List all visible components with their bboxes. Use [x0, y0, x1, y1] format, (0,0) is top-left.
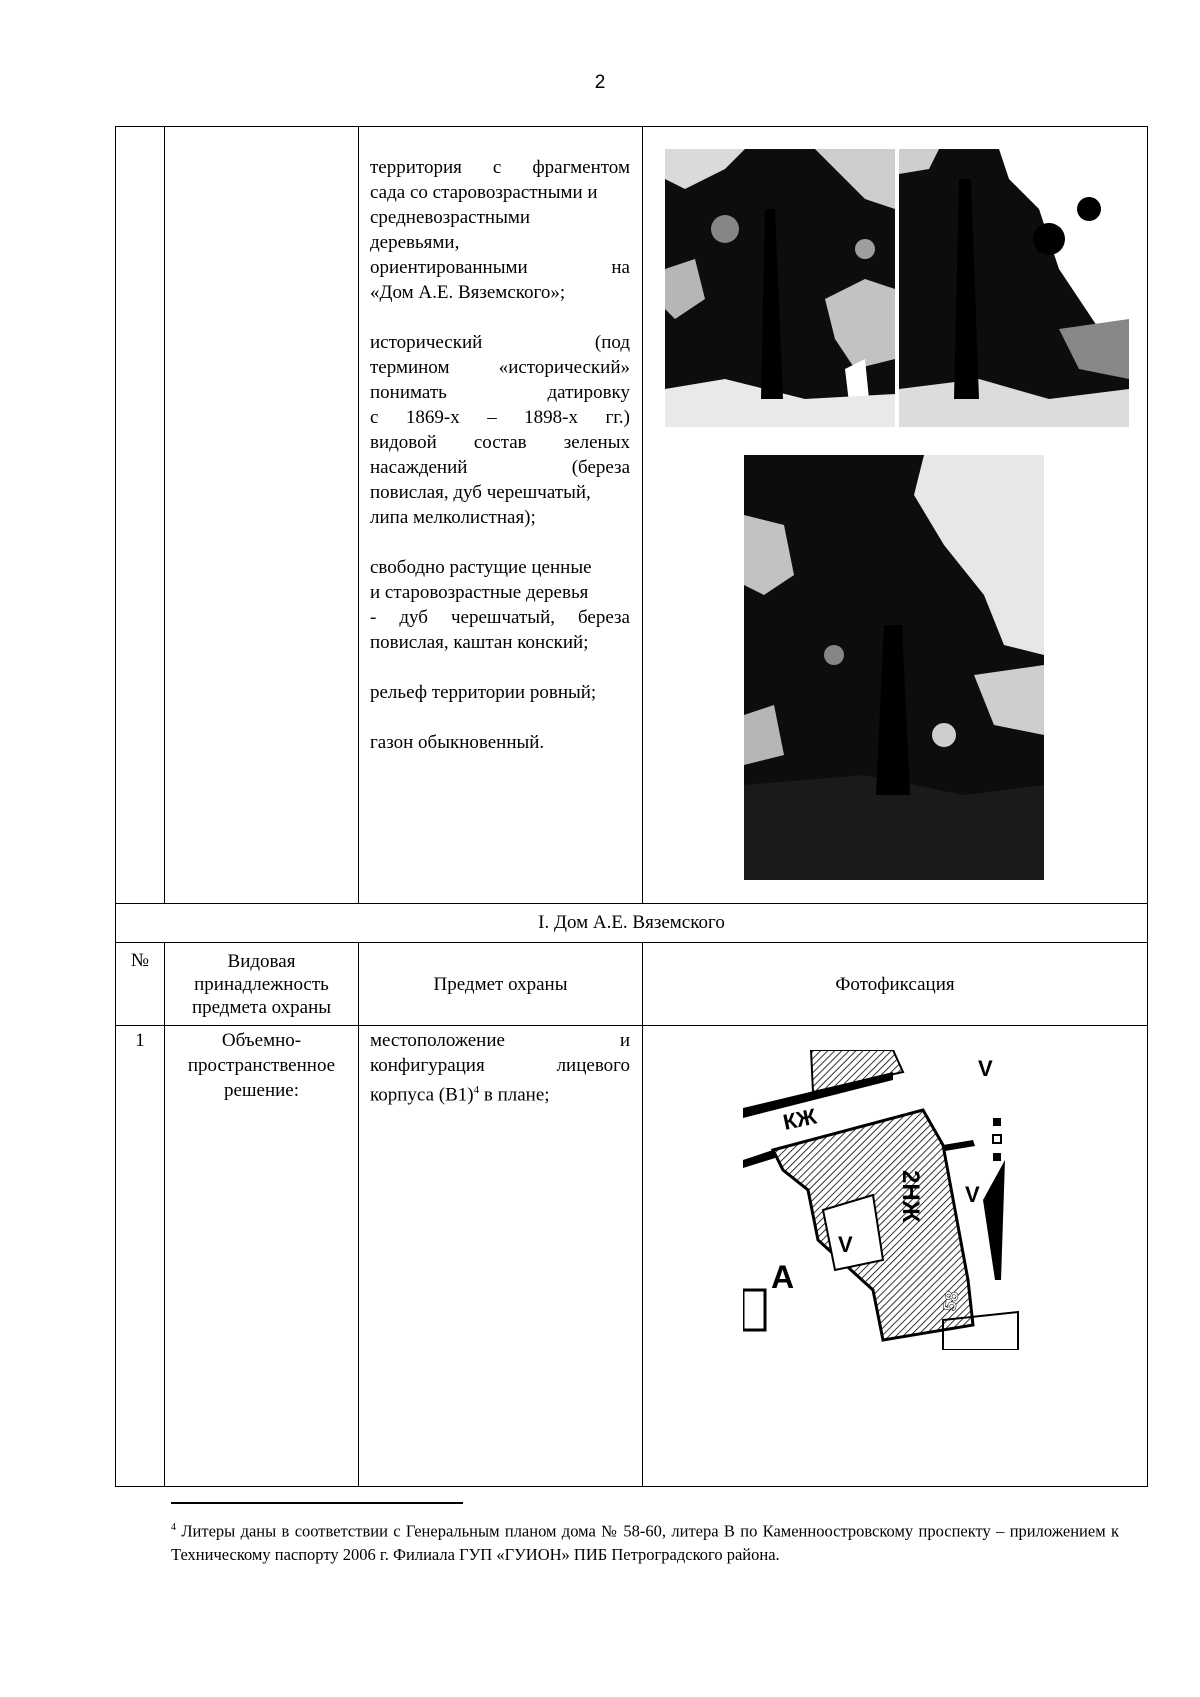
word: дуб [399, 607, 428, 628]
word: (под [594, 332, 630, 353]
predmet-paragraph [370, 680, 630, 705]
predmet-line [370, 480, 630, 505]
footnote-ref: 4 [473, 1084, 480, 1096]
word: (береза [571, 457, 630, 478]
footnote-rule [171, 1502, 463, 1504]
page-number: 2 [594, 72, 606, 93]
word: газон обыкновенный. [370, 732, 545, 753]
word: лицевого [556, 1055, 630, 1076]
word: исторический [370, 332, 483, 353]
predmet-line [370, 730, 630, 755]
header-predmet: Предмет охраны [359, 943, 643, 1026]
predmet-line [370, 405, 630, 430]
word: гг.) [605, 407, 630, 428]
photo-cell [643, 127, 1148, 904]
word: понимать [370, 382, 447, 403]
word: термином [370, 357, 450, 378]
word: береза [578, 607, 630, 628]
word: черешчатый, [450, 607, 555, 628]
predmet-line [370, 380, 630, 405]
predmet-line [370, 205, 630, 230]
predmet-line [370, 155, 630, 180]
word: фрагментом [532, 157, 630, 178]
predmet-line [370, 180, 630, 205]
predmet-line [370, 430, 630, 455]
table-row [116, 1026, 1148, 1487]
header-vid [165, 943, 359, 1026]
word: свободно растущие ценные [370, 557, 592, 578]
word: видовой [370, 432, 437, 453]
predmet-line [370, 505, 630, 530]
predmet-line [370, 605, 630, 630]
word: и [619, 1030, 630, 1051]
table-header-row [116, 943, 1148, 1026]
word: средневозрастными [370, 207, 531, 228]
word: конфигурация [370, 1055, 485, 1076]
header-vid-line: принадлежность [194, 973, 329, 995]
predmet-line [370, 255, 630, 280]
word: 1898-х [524, 407, 578, 428]
footnote-marker: 4 [171, 1522, 176, 1533]
word: с [370, 407, 379, 428]
row-predmet-line [370, 1028, 630, 1053]
footnote [171, 1516, 1119, 1566]
word: насаждений [370, 457, 468, 478]
predmet-line [370, 230, 630, 255]
heritage-table [115, 126, 1148, 1487]
word: территория [370, 157, 462, 178]
plan-litera-a: А [771, 1259, 795, 1295]
predmet-line [370, 455, 630, 480]
word: 1869-х [405, 407, 460, 428]
predmet-line [370, 330, 630, 355]
word: и старовозрастные деревья [370, 582, 589, 603]
section-row [116, 904, 1148, 943]
word: липа мелколистная); [370, 507, 536, 528]
word: «Дом А.Е. Вяземского»; [370, 282, 566, 303]
word: ориентированными [370, 257, 528, 278]
continued-num-cell [116, 127, 165, 904]
text: корпуса (В1) [370, 1084, 474, 1106]
row-vid-line: решение: [223, 1080, 300, 1101]
predmet-paragraph [370, 555, 630, 655]
row-vid-line: пространственное [187, 1055, 336, 1076]
word: датировку [547, 382, 630, 403]
predmet-line [370, 580, 630, 605]
garden-photo-3 [744, 455, 1044, 880]
word: «исторический» [498, 357, 630, 378]
header-vid-line: Видовая [227, 950, 296, 972]
predmet-paragraph [370, 330, 630, 530]
row-vid-line: Объемно- [221, 1030, 302, 1051]
continued-predmet-cell [359, 127, 643, 904]
word: сада со старовозрастными и [370, 182, 598, 203]
plan-number-label: 58 [939, 1289, 963, 1313]
row-predmet-line [370, 1053, 630, 1078]
word: повислая, дуб черешчатый, [370, 482, 591, 503]
word: состав [473, 432, 527, 453]
predmet-line [370, 555, 630, 580]
word: зеленых [563, 432, 630, 453]
header-vid-line: предмета охраны [191, 996, 332, 1018]
row-predmet [359, 1026, 643, 1487]
row-vid [165, 1026, 359, 1487]
predmet-line [370, 680, 630, 705]
garden-photo-1 [665, 149, 895, 427]
predmet-line [370, 280, 630, 305]
word: с [492, 157, 502, 178]
word: на [611, 257, 630, 278]
plan-building-label: 2НЖ [897, 1170, 924, 1223]
plan-v-mark: V [838, 1232, 853, 1257]
word: рельеф территории ровный; [370, 682, 597, 703]
section-title: I. Дом А.Е. Вяземского [116, 904, 1148, 943]
word: - [370, 607, 377, 628]
site-plan-image [743, 1050, 1023, 1350]
word: местоположение [370, 1030, 505, 1051]
garden-photo-2 [899, 149, 1129, 427]
plan-top-label: КЖ [780, 1103, 819, 1135]
predmet-paragraph [370, 730, 630, 755]
plan-v-mark: V [965, 1182, 980, 1207]
header-photo: Фотофиксация [643, 943, 1148, 1026]
header-num: № [116, 943, 165, 1026]
continued-vid-cell [165, 127, 359, 904]
continued-row [116, 127, 1148, 904]
text: в плане; [479, 1084, 550, 1106]
word: – [487, 407, 497, 428]
row-predmet-line [370, 1078, 630, 1107]
row-num: 1 [116, 1026, 165, 1487]
plan-v-mark: V [978, 1056, 993, 1081]
row-photo-cell [643, 1026, 1148, 1487]
word: деревьями, [370, 232, 460, 253]
predmet-line [370, 630, 630, 655]
predmet-line [370, 355, 630, 380]
word: повислая, каштан конский; [370, 632, 589, 653]
footnote-text: Литеры даны в соответствии с Генеральным планом дома № 58-60, литера В по Каменноостровскому проспекту – приложением к Техническому паспорту 2006 г. Филиала ГУП «ГУИОН» ПИБ Петроградского района. [171, 1521, 1119, 1564]
predmet-paragraph [370, 155, 630, 305]
